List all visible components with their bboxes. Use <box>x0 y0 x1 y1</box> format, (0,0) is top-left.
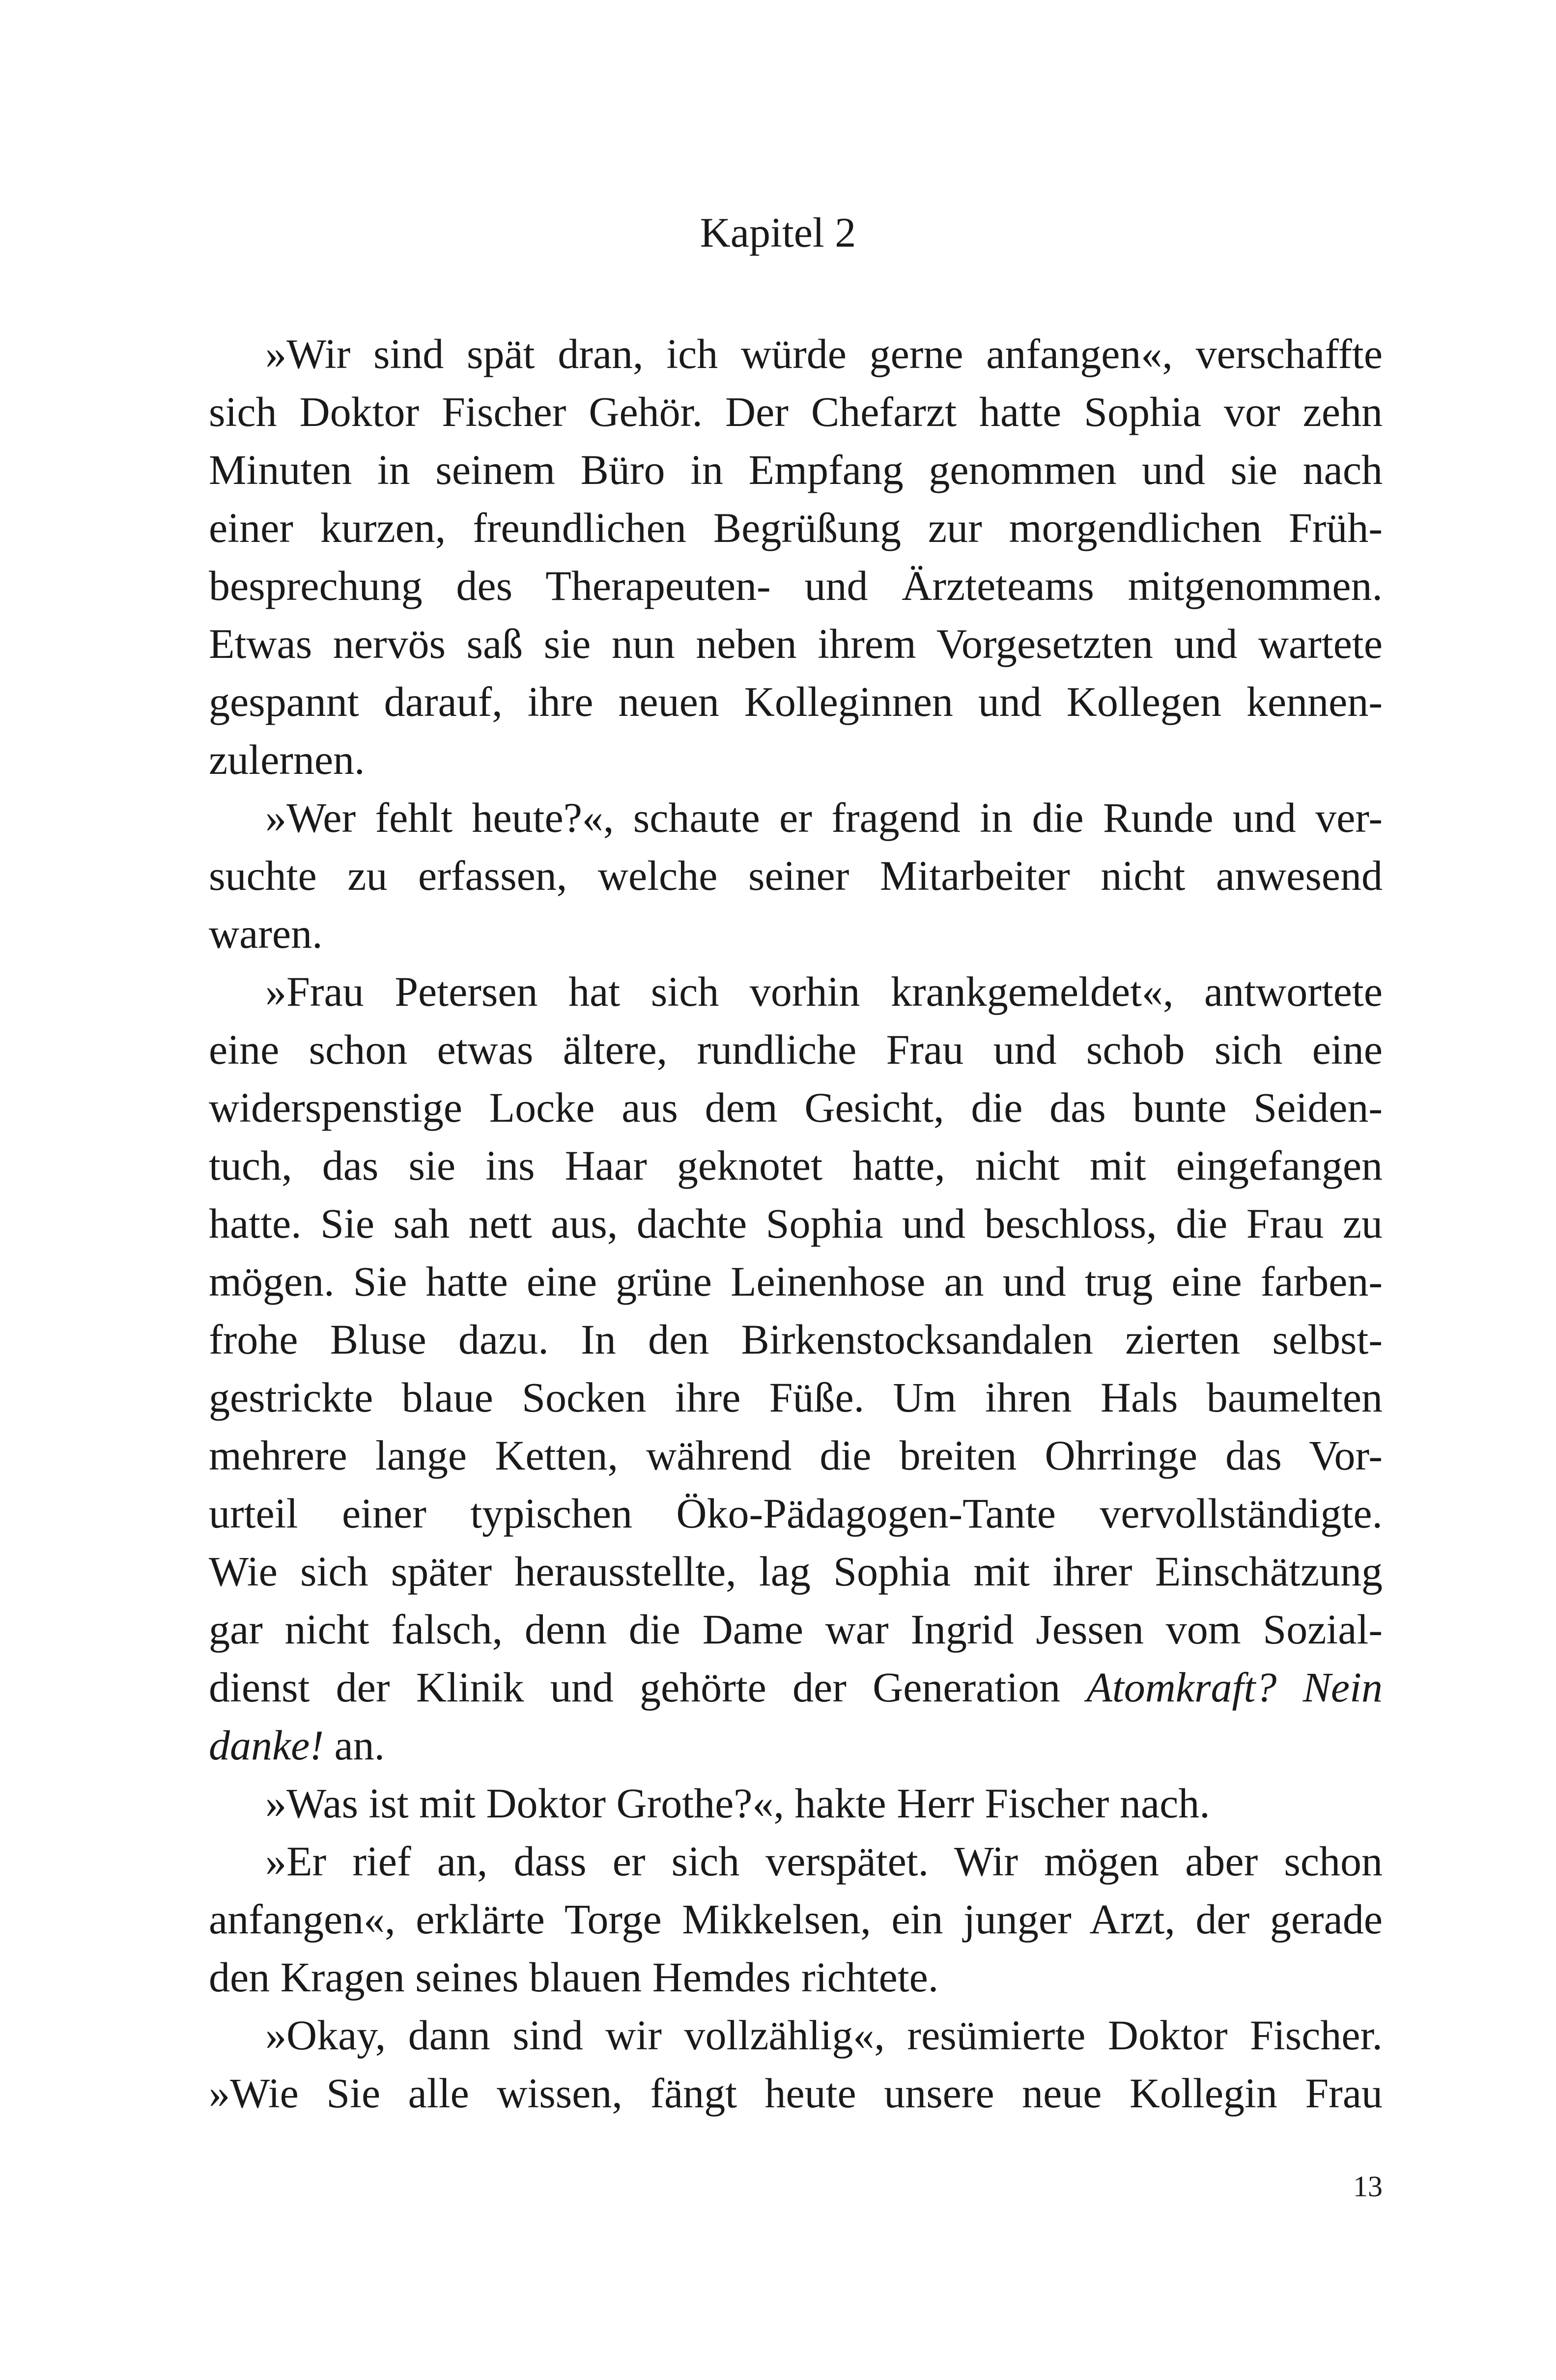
text-line <box>209 1426 1383 1484</box>
text-segment: »Wir sind spät dran, ich würde gerne anfangen«, verschaffte <box>265 330 1383 377</box>
text-segment: dienst der Klinik und gehörte der Generation <box>209 1664 1061 1711</box>
text-segment: »Wer fehlt heute?«, schaute er fragend in die Runde und ver- <box>265 794 1383 841</box>
text-segment: »Wie Sie alle wissen, fängt heute unsere neue Kollegin Frau <box>209 2069 1383 2117</box>
text-segment: gar nicht falsch, denn die Dame war Ingrid Jessen vom Sozial- <box>209 1606 1383 1653</box>
text-segment: gestrickte blaue Socken ihre Füße. Um ihren Hals baumelten <box>209 1374 1383 1421</box>
text-segment: widerspenstige Locke aus dem Gesicht, die das bunte Seiden- <box>209 1084 1383 1131</box>
text-segment: besprechung des Therapeuten- und Ärzteteams mitgenommen. <box>209 562 1383 609</box>
chapter-title: Kapitel 2 <box>700 209 856 256</box>
text-line <box>209 325 1383 383</box>
text-line <box>209 731 1383 789</box>
text-segment: »Frau Petersen hat sich vorhin krankgemeldet«, antwortete <box>265 968 1383 1015</box>
text-segment: hatte. Sie sah nett aus, dachte Sophia und beschloss, die Frau zu <box>209 1200 1383 1247</box>
text-segment: Minuten in seinem Büro in Empfang genommen und sie nach <box>209 446 1383 493</box>
text-line <box>209 1020 1383 1078</box>
text-segment: einer kurzen, freundlichen Begrüßung zur morgendlichen Früh- <box>209 504 1383 551</box>
text-line <box>209 441 1383 499</box>
text-segment: »Okay, dann sind wir vollzählig«, resümierte Doktor Fischer. <box>265 2012 1383 2059</box>
text-line <box>209 847 1383 905</box>
text-segment: urteil einer typischen Öko-Pädagogen-Tante vervollständigte. <box>209 1490 1383 1537</box>
text-line <box>209 383 1383 441</box>
text-line <box>209 615 1383 673</box>
text-segment: waren. <box>209 910 323 957</box>
text-line <box>209 1832 1383 1890</box>
text-line <box>209 1948 1383 2006</box>
text-line <box>209 1368 1383 1426</box>
text-line <box>209 499 1383 557</box>
text-line <box>209 673 1383 731</box>
text-segment: mögen. Sie hatte eine grüne Leinenhose an und trug eine farben- <box>209 1258 1383 1305</box>
text-segment: Etwas nervös saß sie nun neben ihrem Vorgesetzten und wartete <box>209 620 1383 667</box>
text-segment: den Kragen seines blauen Hemdes richtete. <box>209 1954 939 2001</box>
text-line <box>209 905 1383 963</box>
text-line <box>209 1600 1383 1658</box>
text-line <box>209 1078 1383 1136</box>
text-segment: zulernen. <box>209 736 365 783</box>
text-segment: an. <box>323 1722 385 1769</box>
italic-text: Atomkraft? Nein <box>1086 1664 1383 1711</box>
text-line <box>209 2006 1383 2064</box>
italic-text: danke! <box>209 1722 324 1769</box>
body-text <box>209 325 1383 2122</box>
text-segment: tuch, das sie ins Haar geknotet hatte, nicht mit eingefangen <box>209 1142 1383 1189</box>
text-line <box>209 557 1383 615</box>
text-segment: suchte zu erfassen, welche seiner Mitarbeiter nicht anwesend <box>209 852 1383 899</box>
text-line <box>209 1310 1383 1368</box>
text-line <box>209 1890 1383 1948</box>
text-line <box>209 1194 1383 1252</box>
text-line <box>209 1658 1383 1716</box>
text-line <box>209 789 1383 847</box>
text-line <box>209 1716 1383 1774</box>
page-number: 13 <box>1353 2170 1383 2203</box>
text-segment: gespannt darauf, ihre neuen Kolleginnen und Kollegen kennen- <box>209 678 1383 725</box>
text-line <box>209 1774 1383 1832</box>
text-segment: sich Doktor Fischer Gehör. Der Chefarzt hatte Sophia vor zehn <box>209 388 1383 435</box>
text-line <box>209 1136 1383 1194</box>
text-segment: »Was ist mit Doktor Grothe?«, hakte Herr Fischer nach. <box>265 1780 1210 1827</box>
text-segment: »Er rief an, dass er sich verspätet. Wir mögen aber schon <box>265 1838 1383 1885</box>
text-line <box>209 963 1383 1020</box>
text-line <box>209 1252 1383 1310</box>
text-line <box>209 1542 1383 1600</box>
text-segment: mehrere lange Ketten, während die breiten Ohrringe das Vor- <box>209 1432 1383 1479</box>
text-line <box>209 2064 1383 2122</box>
text-segment: Wie sich später herausstellte, lag Sophia mit ihrer Einschätzung <box>209 1548 1383 1595</box>
text-line <box>209 1484 1383 1542</box>
text-segment: eine schon etwas ältere, rundliche Frau und schob sich eine <box>209 1026 1383 1073</box>
text-segment: frohe Bluse dazu. In den Birkenstocksandalen zierten selbst- <box>209 1316 1383 1363</box>
text-segment: anfangen«, erklärte Torge Mikkelsen, ein junger Arzt, der gerade <box>209 1896 1383 1943</box>
